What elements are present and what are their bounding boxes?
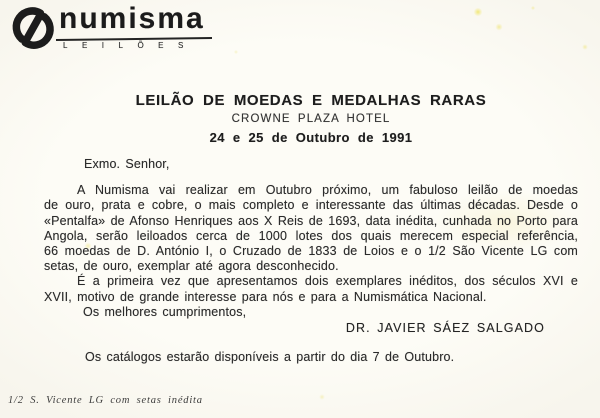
salutation: Exmo. Senhor, xyxy=(84,157,170,171)
body-line: XVII, motivo de grande interesse para nós e para a Numismática Nacional. xyxy=(44,289,487,304)
signature-name: DR. JAVIER SÁEZ SALGADO xyxy=(345,321,545,336)
brand-subtitle: LEILÕES xyxy=(63,41,198,50)
closing-line: Os melhores cumprimentos, xyxy=(83,304,247,319)
body-line: Angola, serão leiloados cerca de 1000 lotes dos quais merecem especial referência, xyxy=(44,228,578,243)
body-line: 66 moedas de D. António I, o Cruzado de 1833 de Loios e o 1/2 São Vicente LG com xyxy=(44,244,578,259)
body-line: «Pentalfa» de Afonso Henriques aos X Reis de 1693, data inédita, cunhada no Porto para xyxy=(44,213,578,228)
postscript-line: Os catálogos estarão disponíveis a partir do dia 7 de Outubro. xyxy=(85,350,455,365)
letter-heading xyxy=(44,92,578,145)
body-line: setas, de ouro, exemplar até agora desconhecido. xyxy=(44,259,339,274)
venue-line: CROWNE PLAZA HOTEL xyxy=(231,113,391,125)
body-line: A Numisma vai realizar em Outubro próximo, um fabuloso leilão de moedas xyxy=(77,183,578,198)
auction-title: LEILÃO DE MOEDAS E MEDALHAS RARAS xyxy=(135,92,487,109)
photo-caption: 1/2 S. Vicente LG com setas inédita xyxy=(8,395,203,406)
body-line: É a primeira vez que apresentamos dois exemplares inéditos, dos séculos XVI e xyxy=(77,274,578,289)
body-line: de ouro, prata e cobre, o mais completo e interessante das últimas décadas. Desde o xyxy=(44,198,578,213)
brand-wordmark: numisma xyxy=(59,2,205,35)
numisma-n-mark-icon xyxy=(10,6,56,50)
letter-body xyxy=(44,157,578,365)
date-line: 24 e 25 de Outubro de 1991 xyxy=(209,130,413,145)
